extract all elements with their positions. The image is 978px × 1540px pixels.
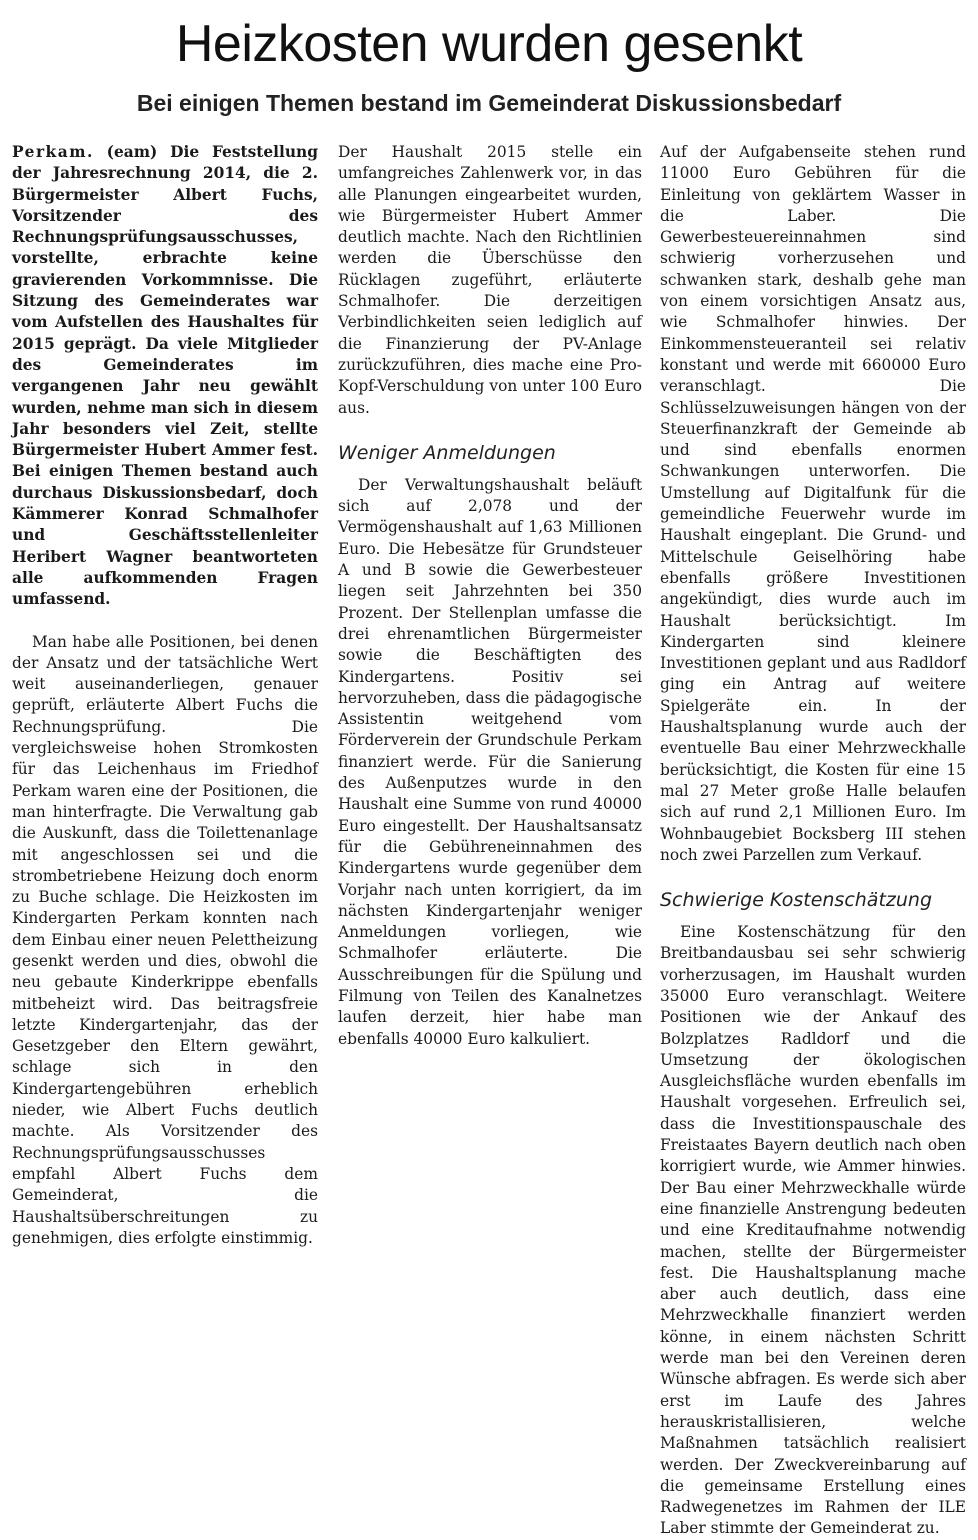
body-paragraph: Auf der Aufgabenseite stehen rund 11000 Euro Gebühren für die Einleitung von geklärtem Wasser in die Laber. Die Gewerbesteuereinnahmen sind schwierig vorherzusehen und schwanken stark, deshalb gehe man von einem vorsichtigen Ansatz aus, wie Schmalhofer hinwies. Der Einkommensteueranteil sei relativ konstant und werde mit 660000 Euro veranschlagt. Die Schlüsselzuweisungen hängen von der Steuerfinanzkraft der Gemeinde ab und sind ebenfalls enormen Schwankungen unterworfen. Die Umstellung auf Digitalfunk für die gemeindliche Feuerwehr wurde im Haushalt eingeplant. Die Grund- und Mittelschule Geiselhöring habe ebenfalls größere Investitionen angekündigt, dies wurde auch im Haushalt berücksichtigt. Im Kindergarten sind kleinere Investitionen geplant und aus Radldorf ging ein Antrag auf weitere Spielgeräte ein. In der Haushaltsplanung wurde auch der eventuelle Bau einer Mehrzweckhalle berücksichtigt, die Kosten für eine 15 mal 27 Meter große Halle belaufen sich auf rund 2,1 Millionen Euro. Im Wohnbaugebiet Bocksberg III stehen noch zwei Parzellen zum Verkauf. — [660, 143, 966, 864]
subheadline: Bei einigen Themen bestand im Gemeinderat Diskussionsbedarf — [136, 90, 842, 116]
body-paragraph: Der Verwaltungshaushalt beläuft sich auf 2,078 und der Vermögenshaushalt auf 1,63 Millionen Euro. Die Hebesätze für Grundsteuer A und B sowie die Gewerbesteuer liegen seit Jahrzehnten bei 350 Prozent. Der Stellenplan umfasse die drei ehrenamtlichen Bürgermeister sowie die Beschäftigten des Kindergartens. Positiv sei hervorzuheben, dass die pädagogische Assistentin weitgehend vom Förderverein der Grundschule Perkam finanziert werde. Für die Sanierung des Außenputzes wurde in den Haushalt eine Summe von rund 40000 Euro eingestellt. Der Haushaltsansatz für die Gebühreneinnahmen des Kindergartens wurde gegenüber dem Vorjahr nach unten korrigiert, da im nächsten Kindergartenjahr weniger Anmeldungen vorliegen, wie Schmalhofer erläuterte. Die Ausschreibungen für die Spülung und Filmung von Teilen des Kanalnetzes laufen derzeit, hier habe man ebenfalls 40000 Euro kalkuliert. — [338, 475, 642, 1048]
body-paragraph: Der Haushalt 2015 stelle ein umfangreiches Zahlenwerk vor, in das alle Planungen eingearbeitet wurden, wie Bürgermeister Hubert Ammer deutlich machte. Nach den Richtlinien werden die Überschüsse den Rücklagen zugeführt, erläuterte Schmalhofer. Die derzeitigen Verbindlichkeiten seien lediglich auf die Finanzierung der PV-Anlage zurückzuführen, dies mache eine Pro-Kopf-Verschuldung von unter 100 Euro aus. — [338, 143, 642, 417]
dateline: Perkam. — [12, 143, 94, 161]
body-paragraph: Eine Kostenschätzung für den Breitbandausbau sei sehr schwierig vorherzusagen, im Haushalt wurden 35000 Euro veranschlagt. Weitere Positionen wie der Ankauf des Bolzplatzes Radldorf und die Umsetzung der ökologischen Ausgleichsfläche wurden ebenfalls im Haushalt vorgesehen. Erfreulich sei, dass die Investitionspauschale des Freistaates Bayern deutlich nach oben korrigiert wurde, wie Ammer hinwies. Der Bau einer Mehrzweckhalle würde eine finanzielle Anstrengung bedeuten und eine Kreditaufnahme notwendig machen, stellte der Bürgermeister fest. Die Haushaltsplanung mache aber auch deutlich, dass eine Mehrzweckhalle finanziert werden könne, in einem nächsten Schritt werde man bei den Vereinen deren Wünsche abfragen. Es werde sich aber erst im Laufe des Jahres herauskristallisieren, welche Maßnahmen tatsächlich realisiert werden. Der Zweckvereinbarung auf die gemeinsame Erstellung eines Radwegenetzes im Rahmen der ILE Laber stimmte der Gemeinderat zu. — [660, 923, 966, 1538]
lead-text: (eam) Die Feststellung der Jahresrechnung 2014, die 2. Bürgermeister Albert Fuchs, Vorsitzender des Rechnungsprüfungsausschusses, vorstellte, erbrachte keine gravierenden Vorkommnisse. Die Sitzung des Gemeinderates war vom Aufstellen des Haushaltes für 2015 geprägt. Da viele Mitglieder des Gemeinderates im vergangenen Jahr neu gewählt wurden, nehme man sich in diesem Jahr besonders viel Zeit, stellte Bürgermeister Hubert Ammer fest. Bei einigen Themen bestand auch durchaus Diskussionsbedarf, doch Kämmerer Konrad Schmalhofer und Geschäftsstellenleiter Heribert Wagner beantworteten alle aufkommenden Fragen umfassend. — [12, 143, 318, 609]
section-heading: Weniger Anmeldungen — [338, 441, 556, 464]
section-heading: Schwierige Kostenschätzung — [660, 889, 933, 912]
column-1 — [12, 142, 318, 1254]
column-3 — [660, 142, 966, 1538]
column-2 — [338, 142, 642, 1254]
headline: Heizkosten wurden gesenkt — [175, 15, 803, 73]
body-paragraph: Man habe alle Positionen, bei denen der Ansatz und der tatsächliche Wert weit auseinanderliegen, genauer geprüft, erläuterte Albert Fuchs die Rechnungsprüfung. Die vergleichsweise hohen Stromkosten für das Leichenhaus im Friedhof Perkam waren eine der Positionen, die man hinterfragte. Die Verwaltung gab die Auskunft, dass die Toilettenanlage mit angeschlossen sei und die strombetriebene Heizung doch enorm zu Buche schlage. Die Heizkosten im Kindergarten Perkam konnten nach dem Einbau einer neuen Pelettheizung gesenkt werden und dies, obwohl die neu gebaute Kinderkrippe ebenfalls mitbeheizt wird. Das beitragsfreie letzte Kindergartenjahr, das der Gesetzgeber den Eltern gewährt, schlage sich in den Kindergartengebühren erheblich nieder, wie Albert Fuchs deutlich machte. Als Vorsitzender des Rechnungsprüfungsausschusses empfahl Albert Fuchs dem Gemeinderat, die Haushaltsüberschreitungen zu genehmigen, dies erfolgte einstimmig. — [12, 632, 318, 1247]
lead-paragraph — [12, 142, 318, 611]
